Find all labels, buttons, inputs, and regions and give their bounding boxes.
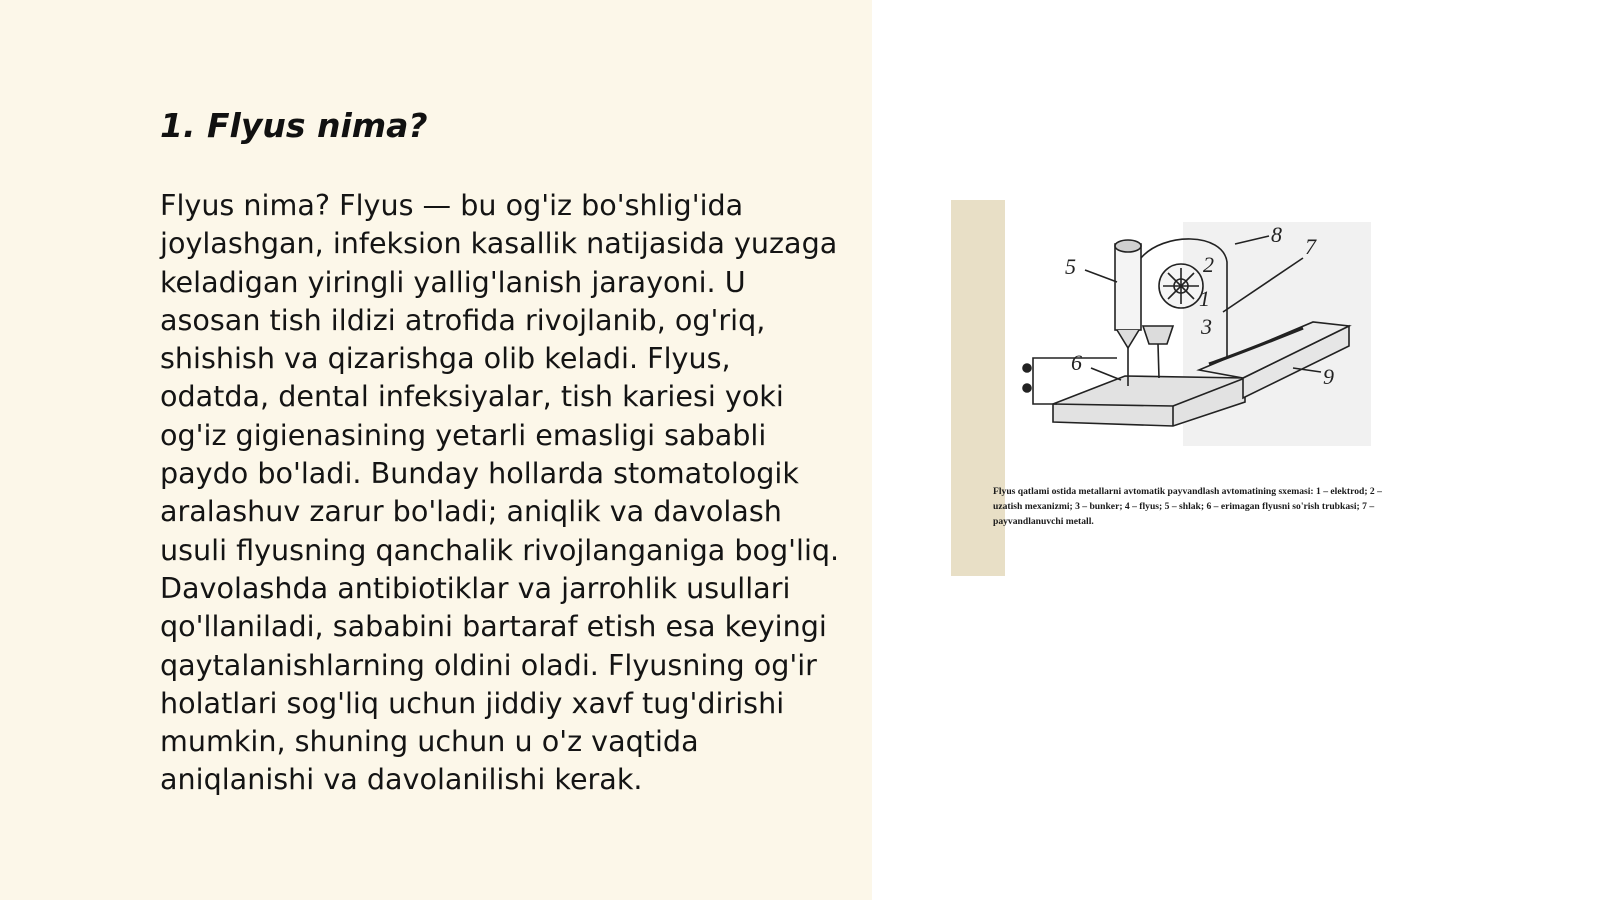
figure-label-2: 2 <box>1203 252 1214 277</box>
electrode-nozzle <box>1117 330 1139 348</box>
figure-label-8: 8 <box>1271 222 1282 247</box>
flux-feed-tube <box>1158 344 1159 378</box>
leader-line-6 <box>1091 368 1121 380</box>
flux-hopper <box>1143 326 1173 344</box>
electrode-column <box>1115 244 1141 330</box>
figure-label-5: 5 <box>1065 254 1076 279</box>
welding-machine-diagram <box>1013 218 1373 454</box>
figure-label-3: 3 <box>1201 314 1212 339</box>
figure-caption: Flyus qatlami ostida metallarni avtomatik payvandlash avtomatining sxemasi: 1 – elektrod; 2 – uzatish mexanizmi; 3 – bunker; 4 – flyus; 5 – shlak; 6 – erimagan flyusni so'rish trubkasi; 7 – payvandlanuvchi metall. <box>993 486 1382 527</box>
figure-label-9: 9 <box>1323 364 1334 389</box>
figure-label-6: 6 <box>1071 350 1082 375</box>
electrode-cap <box>1115 240 1141 252</box>
circuit-terminal <box>1023 364 1031 372</box>
figure-label-1: 1 <box>1199 286 1210 311</box>
welding-figure <box>951 200 1411 576</box>
figure-label-7: 7 <box>1305 234 1316 259</box>
slide-body-text: Flyus nima? Flyus — bu og'iz bo'shlig'ida joylashgan, infeksion kasallik natijasida yuzaga keladigan yiringli yallig'lanish jarayoni. U asosan tish ildizi atrofida rivojlanib, og'riq, shishish va qizarishga olib keladi. Flyus, odatda, dental infeksiyalar, tish kariesi yoki og'iz gigienasining yetarli emasligi sababli paydo bo'ladi. Bunday hollarda stomatologik aralashuv zarur bo'ladi; aniqlik va davolash usuli flyusning qanchalik rivojlanganiga bog'liq. Davolashda antibiotiklar va jarrohlik usullari qo'llaniladi, sababini bartaraf etish esa keyingi qaytalanishlarning oldini oladi. Flyusning og'ir holatlari sog'liq uchun jiddiy xavf tug'dirishi mumkin, shuning uchun u o'z vaqtida aniqlanishi va davolanilishi kerak. <box>160 188 840 797</box>
leader-line-5 <box>1085 270 1117 282</box>
slide-title: 1. Flyus nima? <box>160 106 428 145</box>
circuit-terminal <box>1023 384 1031 392</box>
